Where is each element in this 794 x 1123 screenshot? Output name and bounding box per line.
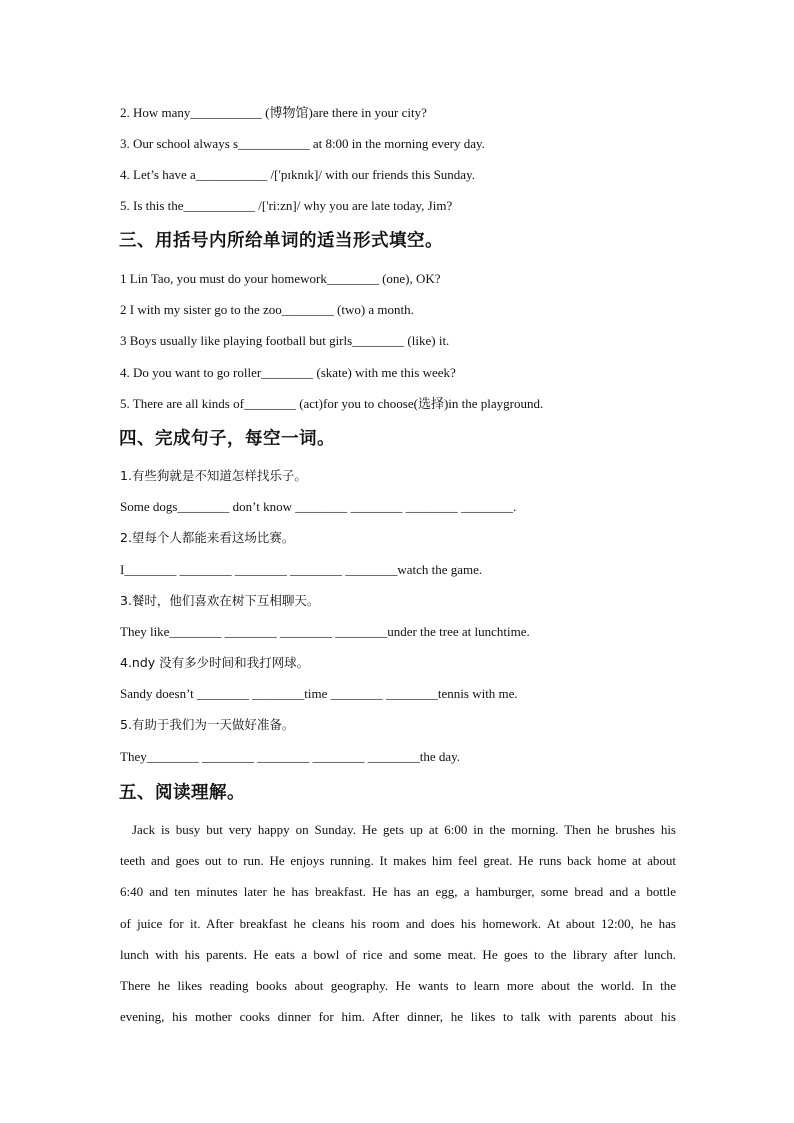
section4-item-2-en: I________ ________ ________ ________ ________watch the game. [120, 562, 483, 577]
reading-line-2: teeth and goes out to run. He enjoys running. It makes him feel great. He runs back home at about [120, 853, 676, 868]
reading-line-5: lunch with his parents. He eats a bowl of rice and some meat. He goes to the library after lunch. [120, 947, 676, 962]
reading-line-1: Jack is busy but very happy on Sunday. He gets up at 6:00 in the morning. Then he brushes his [132, 822, 676, 837]
section3-item-4: 4. Do you want to go roller________ (skate) with me this week? [120, 365, 456, 380]
section4-item-5-en: They________ ________ ________ ________ ________the day. [120, 749, 461, 764]
section4-item-2-zh: 2.望每个人都能来看这场比赛。 [120, 530, 295, 545]
section3-item-2: 2 I with my sister go to the zoo________ (two) a month. [120, 302, 414, 317]
section3-item-1: 1 Lin Tao, you must do your homework________ (one), OK? [120, 271, 441, 286]
section4-item-5-zh: 5.有助于我们为一天做好准备。 [120, 717, 295, 732]
section2-item-3: 3. Our school always s___________ at 8:00 in the morning every day. [120, 136, 485, 151]
section3-heading: 三、用括号内所给单词的适当形式填空。 [119, 231, 443, 251]
section3-item-5: 5. There are all kinds of________ (act)for you to choose(选择)in the playground. [120, 396, 544, 411]
section4-item-1-en: Some dogs________ don’t know ________ ________ ________ ________. [120, 499, 517, 514]
section2-item-5: 5. Is this the___________ /['ri:zn]/ why you are late today, Jim? [120, 198, 453, 213]
reading-line-4: of juice for it. After breakfast he cleans his room and does his homework. At about 12:00, he has [120, 916, 676, 931]
section4-item-3-zh: 3.餐时，他们喜欢在树下互相聊天。 [120, 593, 320, 608]
reading-line-7: evening, his mother cooks dinner for him. After dinner, he likes to talk with parents about his [120, 1009, 676, 1024]
section2-item-4: 4. Let’s have a___________ /['pɪknɪk]/ with our friends this Sunday. [120, 167, 475, 182]
section4-item-4-zh: 4.ndy 没有多少时间和我打网球。 [120, 655, 310, 670]
section5-heading: 五、阅读理解。 [119, 783, 245, 803]
section4-item-1-zh: 1.有些狗就是不知道怎样找乐子。 [120, 468, 307, 483]
section2-item-2: 2. How many___________ (博物馆)are there in your city? [120, 105, 427, 120]
reading-line-6: There he likes reading books about geography. He wants to learn more about the world. In the [120, 978, 676, 993]
section4-heading: 四、完成句子，每空一词。 [119, 429, 335, 449]
section3-item-3: 3 Boys usually like playing football but girls________ (like) it. [120, 333, 450, 348]
reading-line-3: 6:40 and ten minutes later he has breakfast. He has an egg, a hamburger, some bread and a bottle [120, 884, 676, 899]
section4-item-4-en: Sandy doesn’t ________ ________time ________ ________tennis with me. [120, 686, 518, 701]
section4-item-3-en: They like________ ________ ________ ________under the tree at lunchtime. [120, 624, 530, 639]
